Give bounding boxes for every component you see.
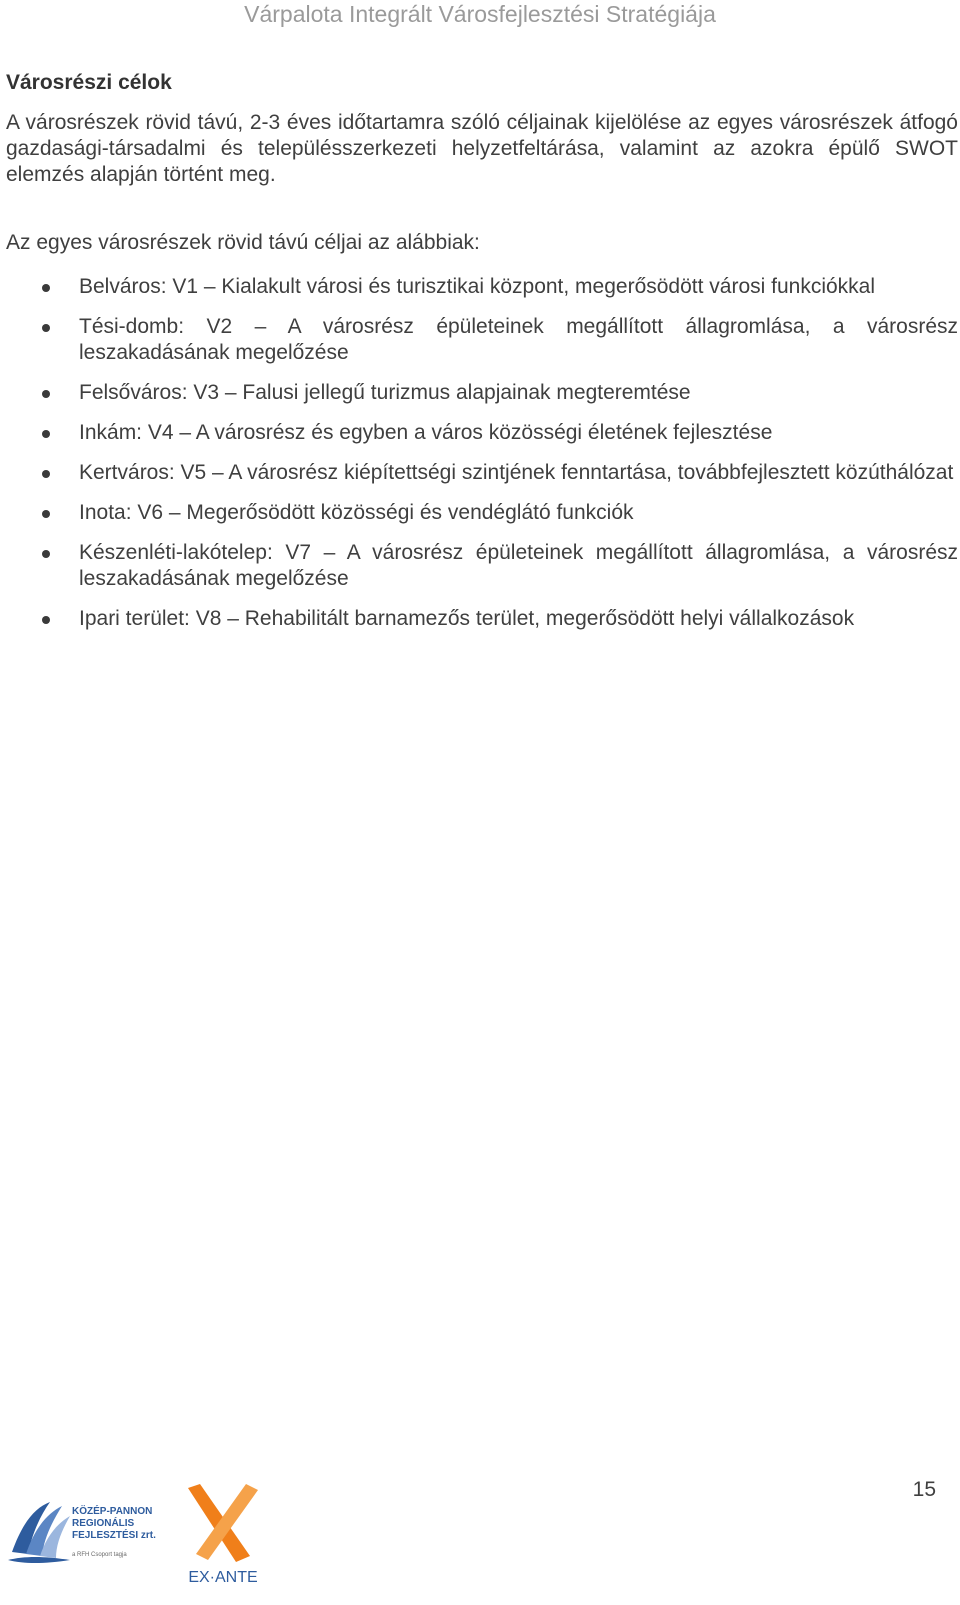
logo-line2: REGIONÁLIS	[72, 1518, 135, 1529]
goal-text: Tési-domb: V2 – A városrész épületeinek megállított állagromlása, a városrész leszakadásának megelőzése	[79, 315, 958, 364]
document-body	[6, 70, 958, 646]
bullet-icon	[42, 284, 50, 292]
goal-text: Felsőváros: V3 – Falusi jellegű turizmus alapjainak megteremtése	[79, 381, 691, 404]
bullet-icon	[42, 616, 50, 624]
goal-text: Belváros: V1 – Kialakult városi és turisztikai központ, megerősödött városi funkciókkal	[79, 275, 876, 298]
kozep-pannon-logo	[4, 1494, 174, 1574]
bullet-icon	[42, 550, 50, 558]
list-item	[6, 460, 958, 486]
page-number: 15	[912, 1478, 936, 1501]
list-item	[6, 606, 958, 632]
goals-intro: Az egyes városrészek rövid távú céljai az alábbiak:	[6, 231, 480, 254]
list-item	[6, 420, 958, 446]
list-item	[6, 540, 958, 592]
goal-text: Kertváros: V5 – A városrész kiépítettségi szintjének fenntartása, továbbfejlesztett közúthálózat	[79, 461, 954, 484]
bullet-icon	[42, 430, 50, 438]
bullet-icon	[42, 390, 50, 398]
list-item	[6, 380, 958, 406]
goal-text: Inota: V6 – Megerősödött közösségi és vendéglátó funkciók	[79, 501, 634, 524]
bullet-icon	[42, 470, 50, 478]
goal-list	[6, 274, 958, 632]
section-title: Városrészi célok	[6, 71, 172, 94]
list-item	[6, 314, 958, 366]
logo-line3: FEJLESZTÉSI zrt.	[72, 1530, 156, 1541]
goal-text: Inkám: V4 – A városrész és egyben a város közösségi életének fejlesztése	[79, 421, 773, 444]
page-header: Várpalota Integrált Városfejlesztési Stratégiája	[244, 1, 716, 27]
logo-line4: a RFH Csoport tagja	[72, 1552, 127, 1558]
list-item	[6, 274, 958, 300]
ex-ante-text: EX·ANTE	[188, 1569, 258, 1586]
bullet-icon	[42, 324, 50, 332]
goal-text: Ipari terület: V8 – Rehabilitált barnamezős terület, megerősödött helyi vállalkozások	[79, 607, 855, 630]
ex-ante-logo	[178, 1478, 268, 1588]
list-item	[6, 500, 958, 526]
section-paragraph: A városrészek rövid távú, 2-3 éves időtartamra szóló céljainak kijelölése az egyes városrészek átfogó gazdasági-társadalmi és településszerkezeti helyzetfeltárása, valamint az azokra épülő SWOT elemzés alapján történt meg.	[6, 111, 958, 186]
swoosh-icon	[8, 1502, 70, 1563]
bullet-icon	[42, 510, 50, 518]
cross-mark-icon	[188, 1484, 258, 1562]
logo-line1: KÖZÉP-PANNON	[72, 1506, 153, 1517]
goal-text: Készenléti-lakótelep: V7 – A városrész épületeinek megállított állagromlása, a városrész leszakadásának megelőzése	[79, 541, 958, 590]
